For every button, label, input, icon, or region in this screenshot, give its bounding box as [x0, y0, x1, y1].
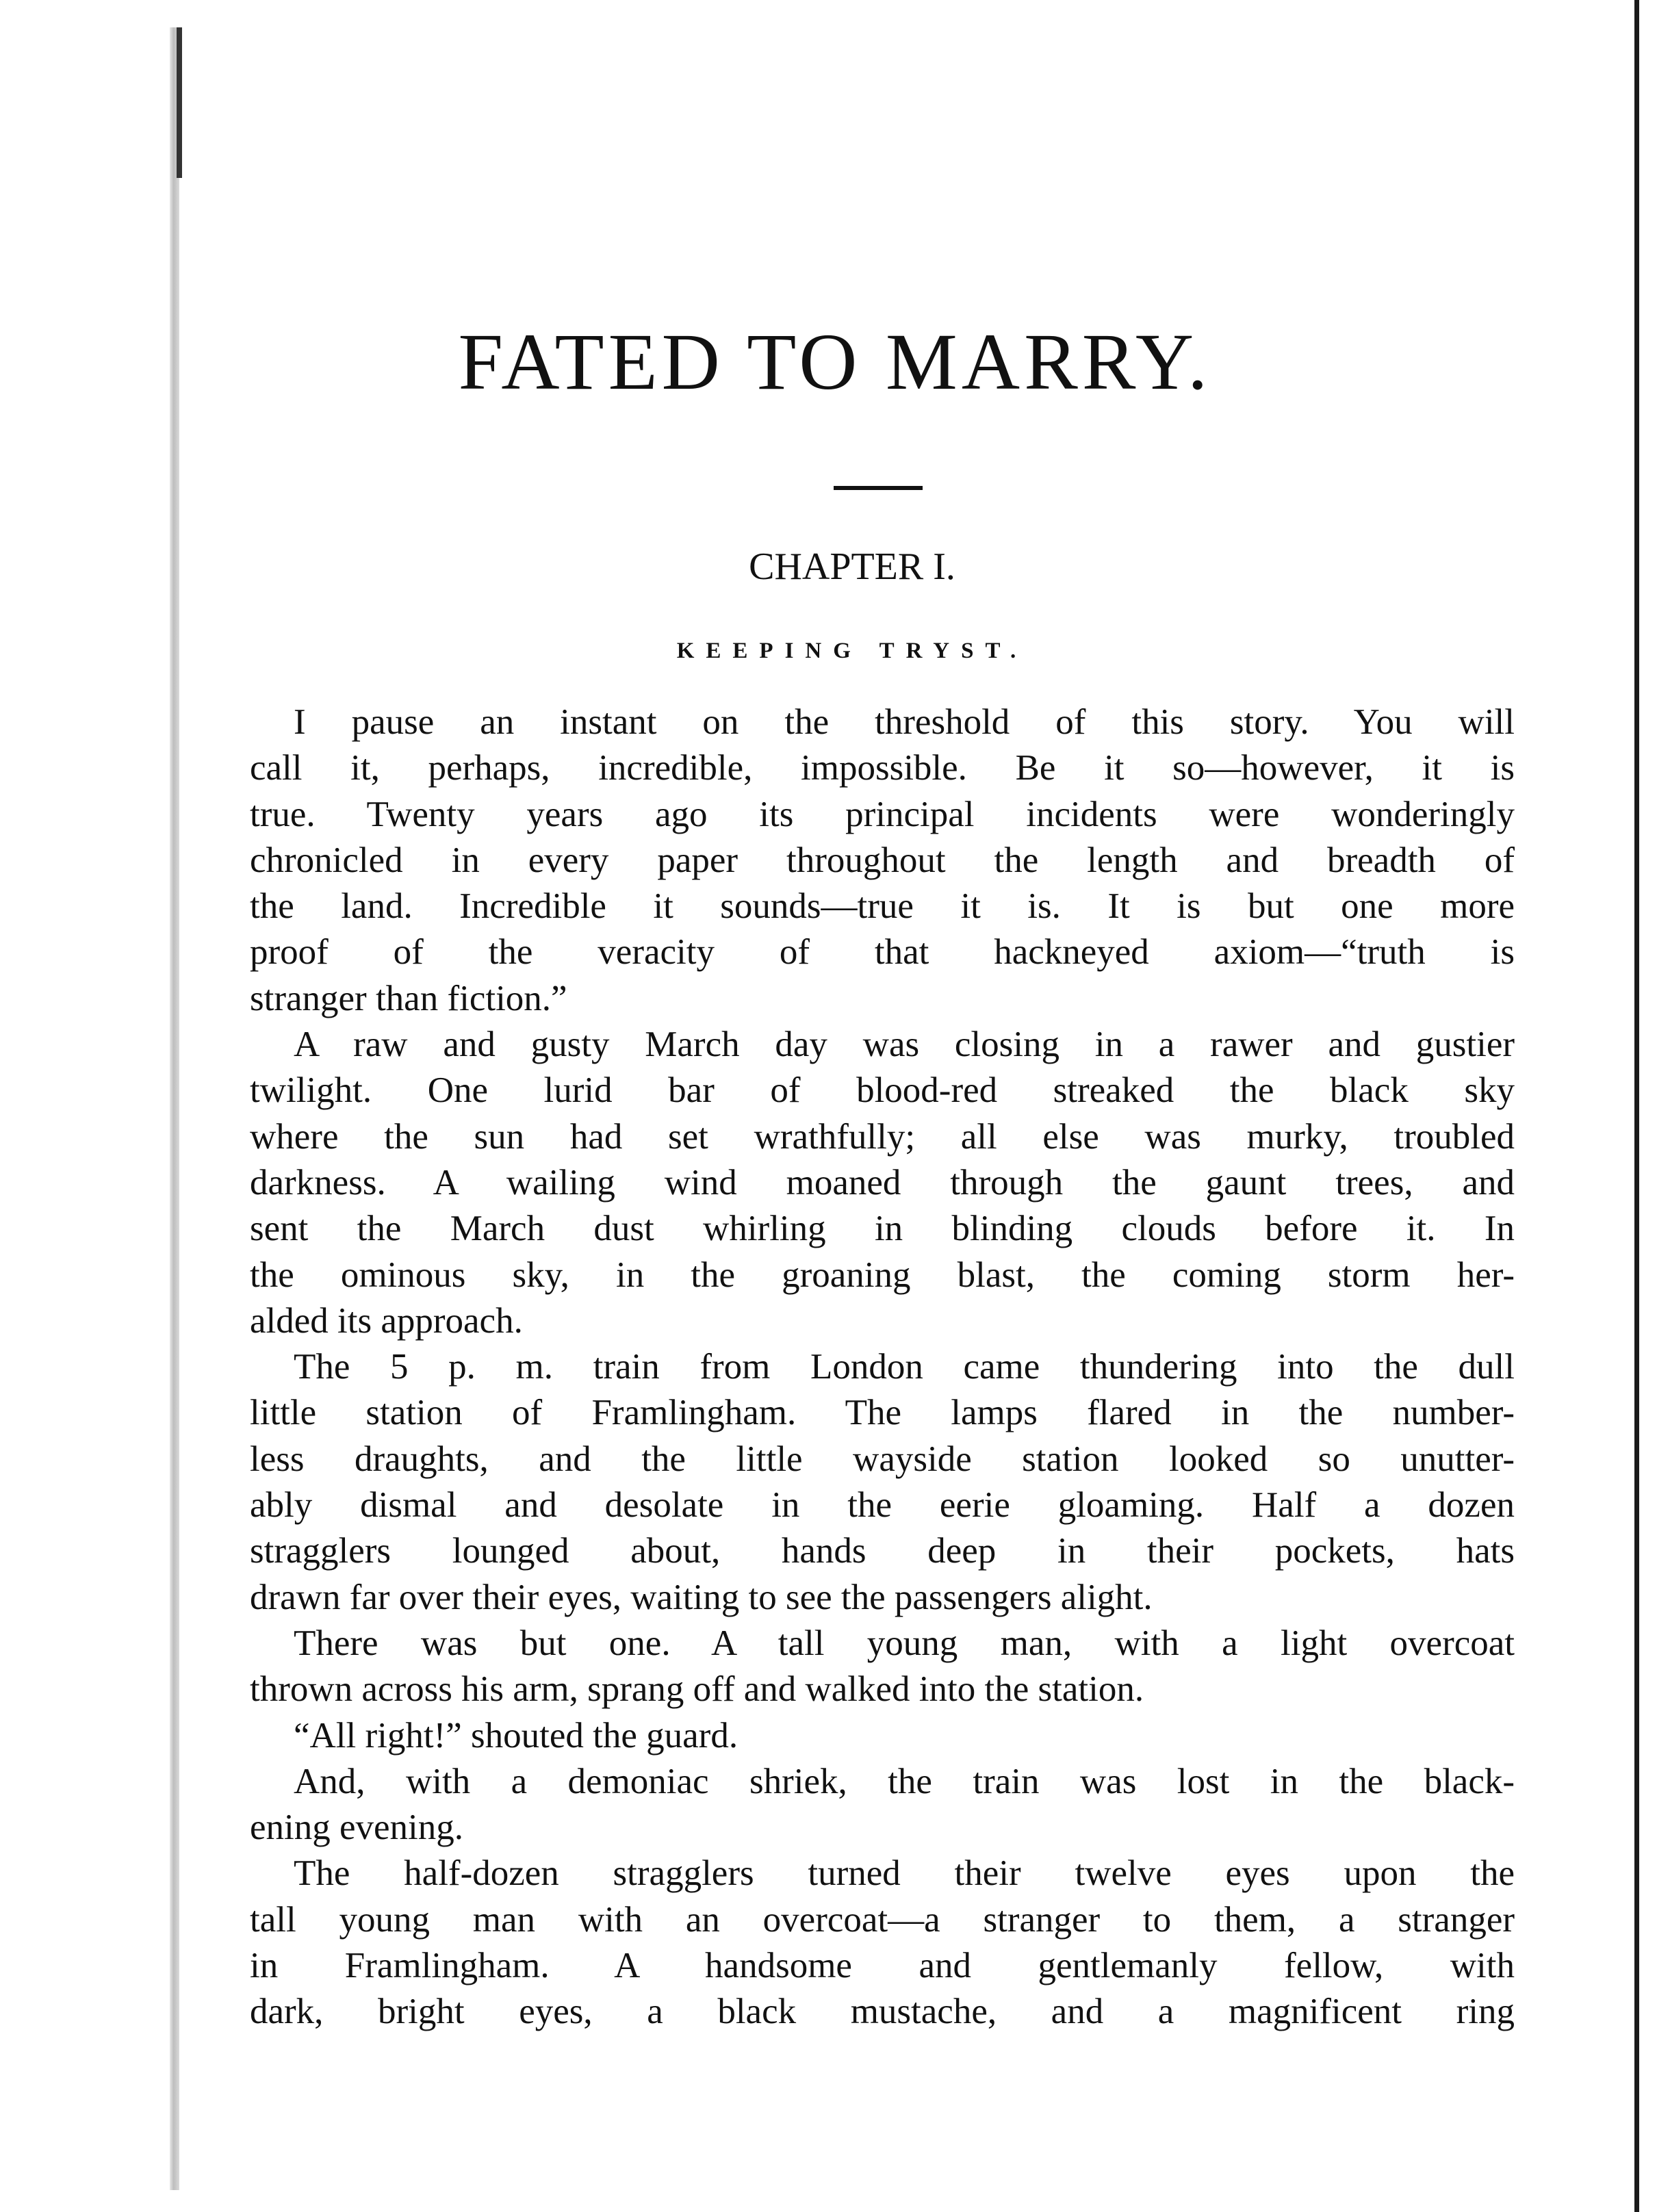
- text-line: thrown across his arm, sprang off and walked into the station.: [250, 1669, 1144, 1710]
- text-line: call it, perhaps, incredible, impossible. Be it so—however, it is: [250, 748, 1515, 788]
- text-line: stranger than fiction.”: [250, 978, 567, 1018]
- chapter-heading: CHAPTER I.: [749, 545, 955, 588]
- text-line: And, with a demoniac shriek, the train was lost in the black-: [294, 1761, 1515, 1801]
- text-line: The 5 p. m. train from London came thundering into the dull: [294, 1347, 1515, 1387]
- text-line: proof of the veracity of that hackneyed axiom—“truth is: [250, 932, 1515, 973]
- text-line: true. Twenty years ago its principal incidents were wonderingly: [250, 794, 1515, 834]
- text-line: where the sun had set wrathfully; all else was murky, troubled: [250, 1116, 1515, 1157]
- chapter-body-text: [250, 699, 1515, 2035]
- text-line: The half-dozen stragglers turned their twelve eyes upon the: [294, 1853, 1515, 1894]
- text-line: dark, bright eyes, a black mustache, and a magnificent ring: [250, 1992, 1515, 2032]
- text-line: less draughts, and the little wayside station looked so unutter-: [250, 1439, 1515, 1479]
- text-line: ably dismal and desolate in the eerie gloaming. Half a dozen: [250, 1485, 1515, 1526]
- text-line: A raw and gusty March day was closing in a rawer and gustier: [294, 1025, 1515, 1065]
- text-line: in Framlingham. A handsome and gentlemanly fellow, with: [250, 1946, 1515, 1986]
- text-line: There was but one. A tall young man, with a light overcoat: [294, 1623, 1515, 1663]
- text-line: the land. Incredible it sounds—true it is. It is but one more: [250, 886, 1515, 927]
- scan-left-edge-shadow: [177, 27, 182, 178]
- text-line: little station of Framlingham. The lamps flared in the number-: [250, 1393, 1515, 1433]
- text-line: the ominous sky, in the groaning blast, the coming storm her-: [250, 1255, 1515, 1295]
- chapter-subtitle: KEEPING TRYST.: [676, 639, 1028, 663]
- text-line: chronicled in every paper throughout the length and breadth of: [250, 840, 1515, 880]
- text-line: ening evening.: [250, 1808, 464, 1848]
- text-line: stragglers lounged about, hands deep in their pockets, hats: [250, 1531, 1515, 1571]
- text-line: sent the March dust whirling in blinding clouds before it. In: [250, 1209, 1515, 1249]
- text-line: I pause an instant on the threshold of this story. You will: [294, 702, 1515, 742]
- text-line: twilight. One lurid bar of blood-red streaked the black sky: [250, 1070, 1515, 1111]
- title-divider-rule: [834, 486, 923, 490]
- text-line: darkness. A wailing wind moaned through the gaunt trees, and: [250, 1162, 1515, 1203]
- text-line: drawn far over their eyes, waiting to see the passengers alight.: [250, 1577, 1153, 1617]
- text-line: “All right!” shouted the guard.: [294, 1715, 738, 1756]
- book-title: FATED TO MARRY.: [458, 317, 1212, 407]
- text-line: alded its approach.: [250, 1300, 523, 1341]
- text-line: tall young man with an overcoat—a stranger to them, a stranger: [250, 1899, 1515, 1940]
